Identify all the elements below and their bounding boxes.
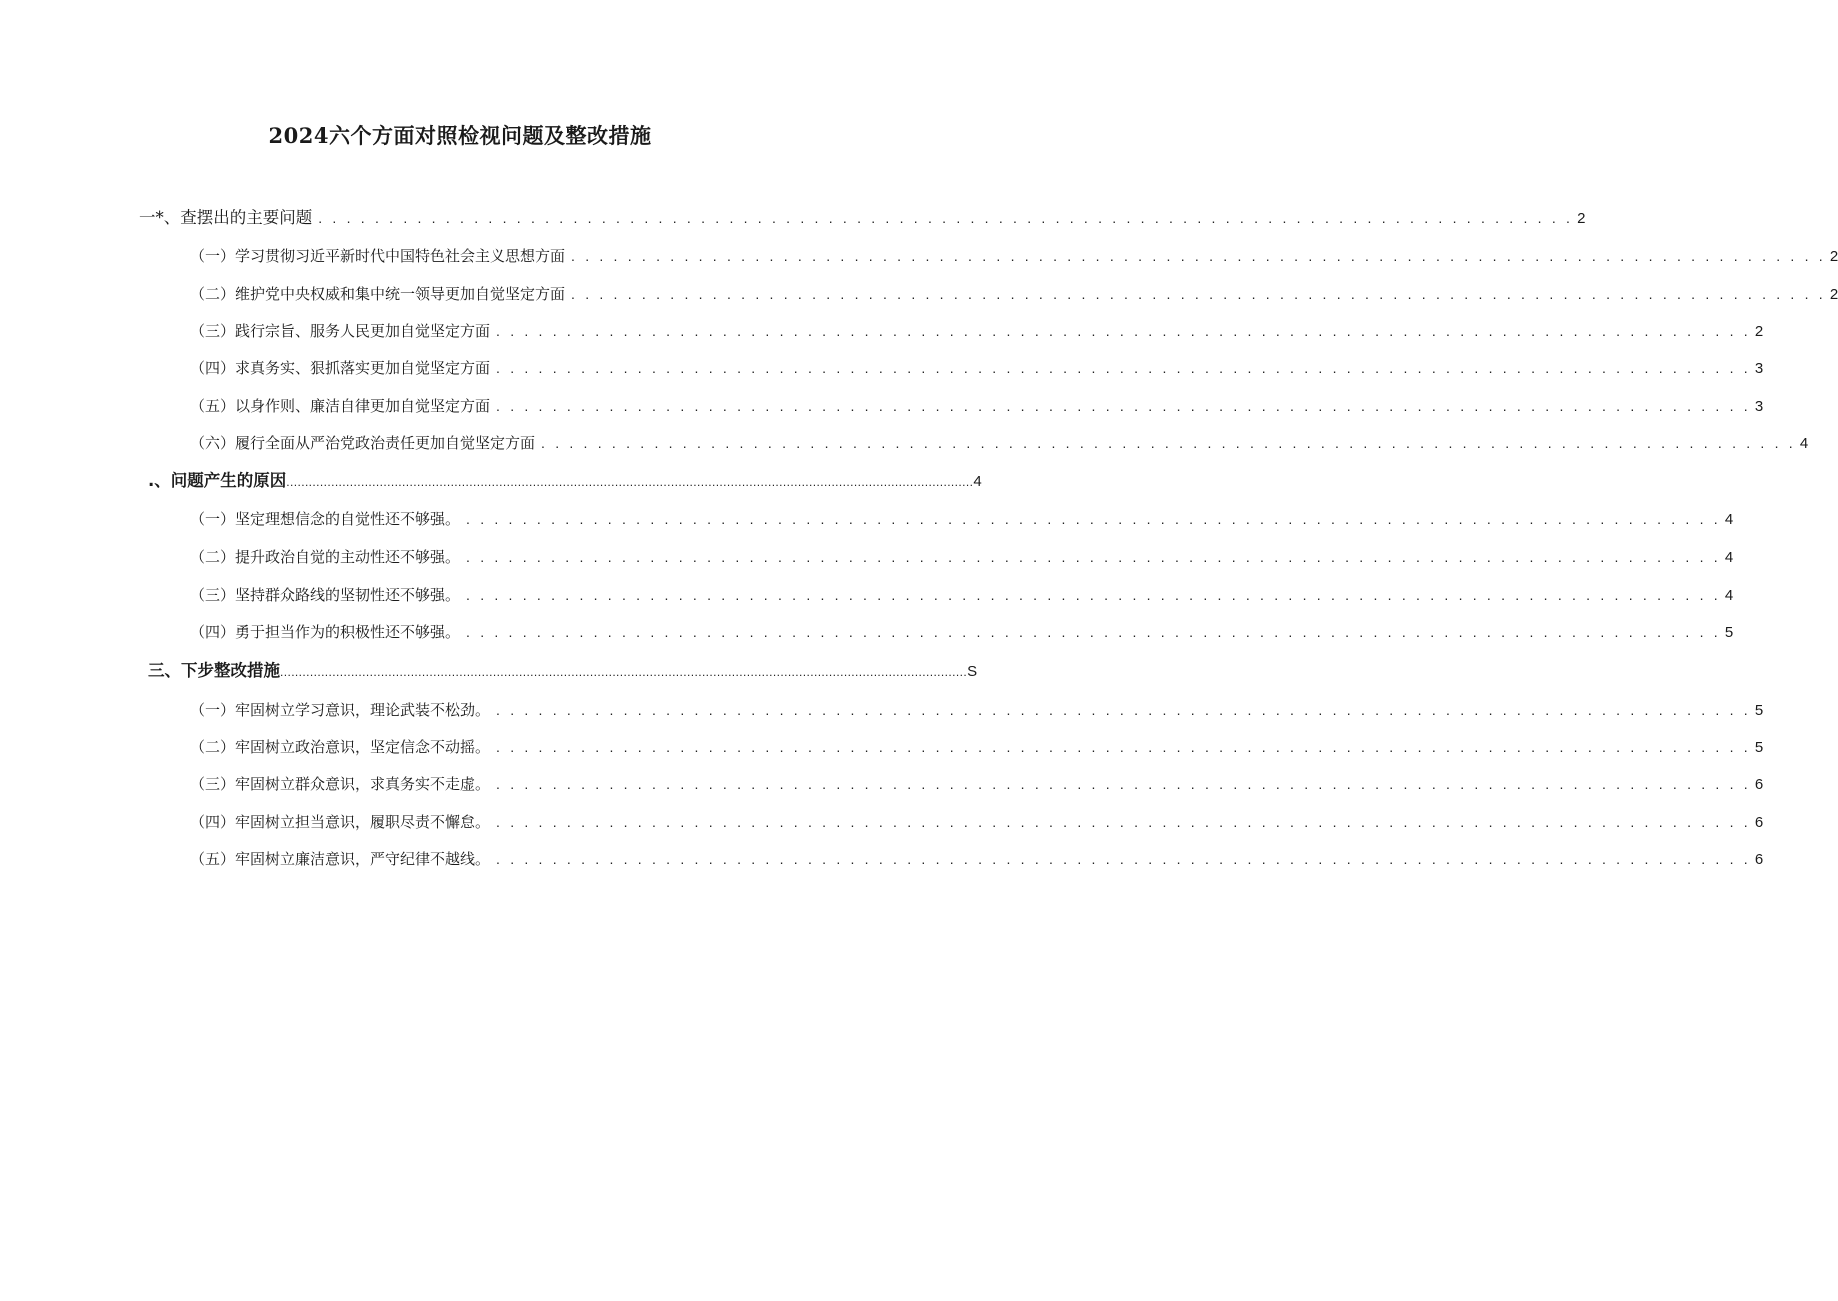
toc-leader: . . . . . . . . . . . . . . . . . . . . . . . . . . . . . . . . . . . . . . . . . . . . . . . . . . . . . . . . . . . . . . . . . . . . . . . . . . . . . . . . . . . . . . . . . bbox=[466, 549, 1721, 565]
toc-entry-text: （一）牢固树立学习意识，理论武装不松劲。 bbox=[190, 701, 491, 719]
toc-leader: . . . . . . . . . . . . . . . . . . . . . . . . . . . . . . . . . . . . . . . . . . . . . . . . . . . . . . . . . . . . . . . . . . . . . . . . . . . . . . . . . . . . . . . . . bbox=[571, 248, 1826, 264]
toc-entry-text: （三）牢固树立群众意识，求真务实不走虚。 bbox=[190, 775, 491, 793]
toc-entry-text: （四）牢固树立担当意识，履职尽责不懈怠。 bbox=[190, 813, 491, 831]
toc-page-number: 4 bbox=[1724, 587, 1734, 604]
toc-item[interactable] bbox=[190, 699, 1764, 722]
toc-entry-text: 三、下步整改措施 bbox=[148, 661, 280, 680]
toc-page-number: S bbox=[967, 663, 978, 680]
toc-section-3[interactable] bbox=[148, 660, 978, 683]
toc-entry-text: （一）坚定理想信念的自觉性还不够强。 bbox=[190, 510, 461, 528]
toc-item[interactable] bbox=[190, 395, 1764, 418]
toc-leader: . . . . . . . . . . . . . . . . . . . . . . . . . . . . . . . . . . . . . . . . . . . . . . . . . . . . . . . . . . . . . . . . . . . . . . . . . . . . . . . . . . . . . . . . . bbox=[496, 323, 1751, 339]
page-title: 2024六个方面对照检视问题及整改措施 bbox=[268, 123, 652, 148]
toc-page-number: 4 bbox=[1724, 549, 1734, 566]
toc-entry-text: （四）勇于担当作为的积极性还不够强。 bbox=[190, 623, 461, 641]
toc-page-number: 3 bbox=[1754, 398, 1764, 415]
toc-entry-text: （四）求真务实、狠抓落实更加自觉坚定方面 bbox=[190, 359, 491, 377]
toc-page-number: 6 bbox=[1754, 776, 1764, 793]
toc-entry-text: 一*、查摆出的主要问题 bbox=[139, 208, 313, 227]
toc-page-number: 5 bbox=[1754, 739, 1764, 756]
toc-entry-text: （六）履行全面从严治党政治责任更加自觉坚定方面 bbox=[190, 434, 536, 452]
toc-entry-text: （二）维护党中央权威和集中统一领导更加自觉坚定方面 bbox=[190, 285, 566, 303]
toc-item[interactable] bbox=[190, 357, 1764, 380]
toc-section-1[interactable] bbox=[139, 207, 1586, 230]
toc-item[interactable] bbox=[190, 811, 1764, 834]
toc-item[interactable] bbox=[190, 773, 1764, 796]
toc-leader: . . . . . . . . . . . . . . . . . . . . . . . . . . . . . . . . . . . . . . . . . . . . . . . . . . . . . . . . . . . . . . . . . . . . . . . . . . . . . . . . . . . . . . . . . bbox=[496, 776, 1751, 792]
toc-page-number: 4 bbox=[1724, 511, 1734, 528]
toc-leader: . . . . . . . . . . . . . . . . . . . . . . . . . . . . . . . . . . . . . . . . . . . . . . . . . . . . . . . . . . . . . . . . . . . . . . . . . . . . . . . . . . . . . . . . . bbox=[496, 398, 1751, 414]
toc-entry-text: （三）坚持群众路线的坚韧性还不够强。 bbox=[190, 586, 461, 604]
toc-entry-text: （五）以身作则、廉洁自律更加自觉坚定方面 bbox=[190, 397, 491, 415]
toc-leader: . . . . . . . . . . . . . . . . . . . . . . . . . . . . . . . . . . . . . . . . . . . . . . . . . . . . . . . . . . . . . . . . . . . . . . . . . . . . . . . . . . . . . . . . . bbox=[466, 587, 1721, 603]
toc-page-number: 2 bbox=[1577, 210, 1586, 227]
toc-page-number: 6 bbox=[1754, 851, 1764, 868]
toc-item[interactable] bbox=[190, 508, 1734, 531]
toc-leader: . . . . . . . . . . . . . . . . . . . . . . . . . . . . . . . . . . . . . . . . . . . . . . . . . . . . . . . . . . . . . . . . . . . . . . . . . . . . . . . . . . . . . . . . . bbox=[571, 286, 1826, 302]
toc-leader: . . . . . . . . . . . . . . . . . . . . . . . . . . . . . . . . . . . . . . . . . . . . . . . . . . . . . . . . . . . . . . . . . . . . . . . . . . . . . . . . . . . . . . . . . bbox=[466, 624, 1721, 640]
toc-page-number: 6 bbox=[1754, 814, 1764, 831]
toc-page-number: 2 bbox=[1829, 248, 1838, 265]
toc-leader: . . . . . . . . . . . . . . . . . . . . . . . . . . . . . . . . . . . . . . . . . . . . . . . . . . . . . . . . . . . . . . . . . . . . . . . . . . . . . . . . . . . . . . . . . bbox=[496, 814, 1751, 830]
toc-item[interactable] bbox=[190, 320, 1764, 343]
toc-item[interactable] bbox=[190, 432, 1809, 455]
toc-page-number: 4 bbox=[1799, 435, 1809, 452]
toc-entry-text: （五）牢固树立廉洁意识，严守纪律不越线。 bbox=[190, 850, 491, 868]
toc-entry-text: .、问题产生的原因 bbox=[148, 471, 287, 490]
toc-page-number: 2 bbox=[1754, 323, 1764, 340]
toc-page-number: 3 bbox=[1754, 360, 1764, 377]
toc-entry-text: （一）学习贯彻习近平新时代中国特色社会主义思想方面 bbox=[190, 247, 566, 265]
toc-section-2[interactable] bbox=[148, 470, 982, 493]
toc-entry-text: （三）践行宗旨、服务人民更加自觉坚定方面 bbox=[190, 322, 491, 340]
toc-page-number: 4 bbox=[973, 473, 982, 490]
toc-item[interactable] bbox=[190, 546, 1734, 569]
toc-leader: . . . . . . . . . . . . . . . . . . . . . . . . . . . . . . . . . . . . . . . . . . . . . . . . . . . . . . . . . . . . . . . . . . . . . . . . . . . . . . . . . . . . . . . . . bbox=[541, 435, 1796, 451]
toc-leader: ........................................................................................................................................................................................ bbox=[280, 665, 968, 679]
toc-page-number: 2 bbox=[1829, 286, 1838, 303]
toc-item[interactable] bbox=[190, 736, 1764, 759]
toc-leader: . . . . . . . . . . . . . . . . . . . . . . . . . . . . . . . . . . . . . . . . . . . . . . . . . . . . . . . . . . . . . . . . . . . . . . . . . . . . . . . . . . . . . . . . . bbox=[496, 851, 1751, 867]
toc-entry-text: （二）提升政治自觉的主动性还不够强。 bbox=[190, 548, 461, 566]
toc-leader: . . . . . . . . . . . . . . . . . . . . . . . . . . . . . . . . . . . . . . . . . . . . . . . . . . . . . . . . . . . . . . . . . . . . . . . . . . . . . . . . . . . . . . . . . bbox=[318, 210, 1574, 226]
toc-leader: . . . . . . . . . . . . . . . . . . . . . . . . . . . . . . . . . . . . . . . . . . . . . . . . . . . . . . . . . . . . . . . . . . . . . . . . . . . . . . . . . . . . . . . . . bbox=[496, 360, 1751, 376]
toc-leader: . . . . . . . . . . . . . . . . . . . . . . . . . . . . . . . . . . . . . . . . . . . . . . . . . . . . . . . . . . . . . . . . . . . . . . . . . . . . . . . . . . . . . . . . . bbox=[496, 739, 1751, 755]
toc-page-number: 5 bbox=[1754, 702, 1764, 719]
toc-item[interactable] bbox=[190, 848, 1764, 871]
toc-leader: ........................................................................................................................................................................................ bbox=[286, 475, 974, 489]
toc-item[interactable] bbox=[190, 245, 1838, 268]
toc-leader: . . . . . . . . . . . . . . . . . . . . . . . . . . . . . . . . . . . . . . . . . . . . . . . . . . . . . . . . . . . . . . . . . . . . . . . . . . . . . . . . . . . . . . . . . bbox=[496, 702, 1751, 718]
toc-leader: . . . . . . . . . . . . . . . . . . . . . . . . . . . . . . . . . . . . . . . . . . . . . . . . . . . . . . . . . . . . . . . . . . . . . . . . . . . . . . . . . . . . . . . . . bbox=[466, 511, 1721, 527]
toc-item[interactable] bbox=[190, 621, 1734, 644]
toc-page-number: 5 bbox=[1724, 624, 1734, 641]
toc-entry-text: （二）牢固树立政治意识，坚定信念不动摇。 bbox=[190, 738, 491, 756]
toc-item[interactable] bbox=[190, 584, 1734, 607]
toc-item[interactable] bbox=[190, 283, 1838, 306]
